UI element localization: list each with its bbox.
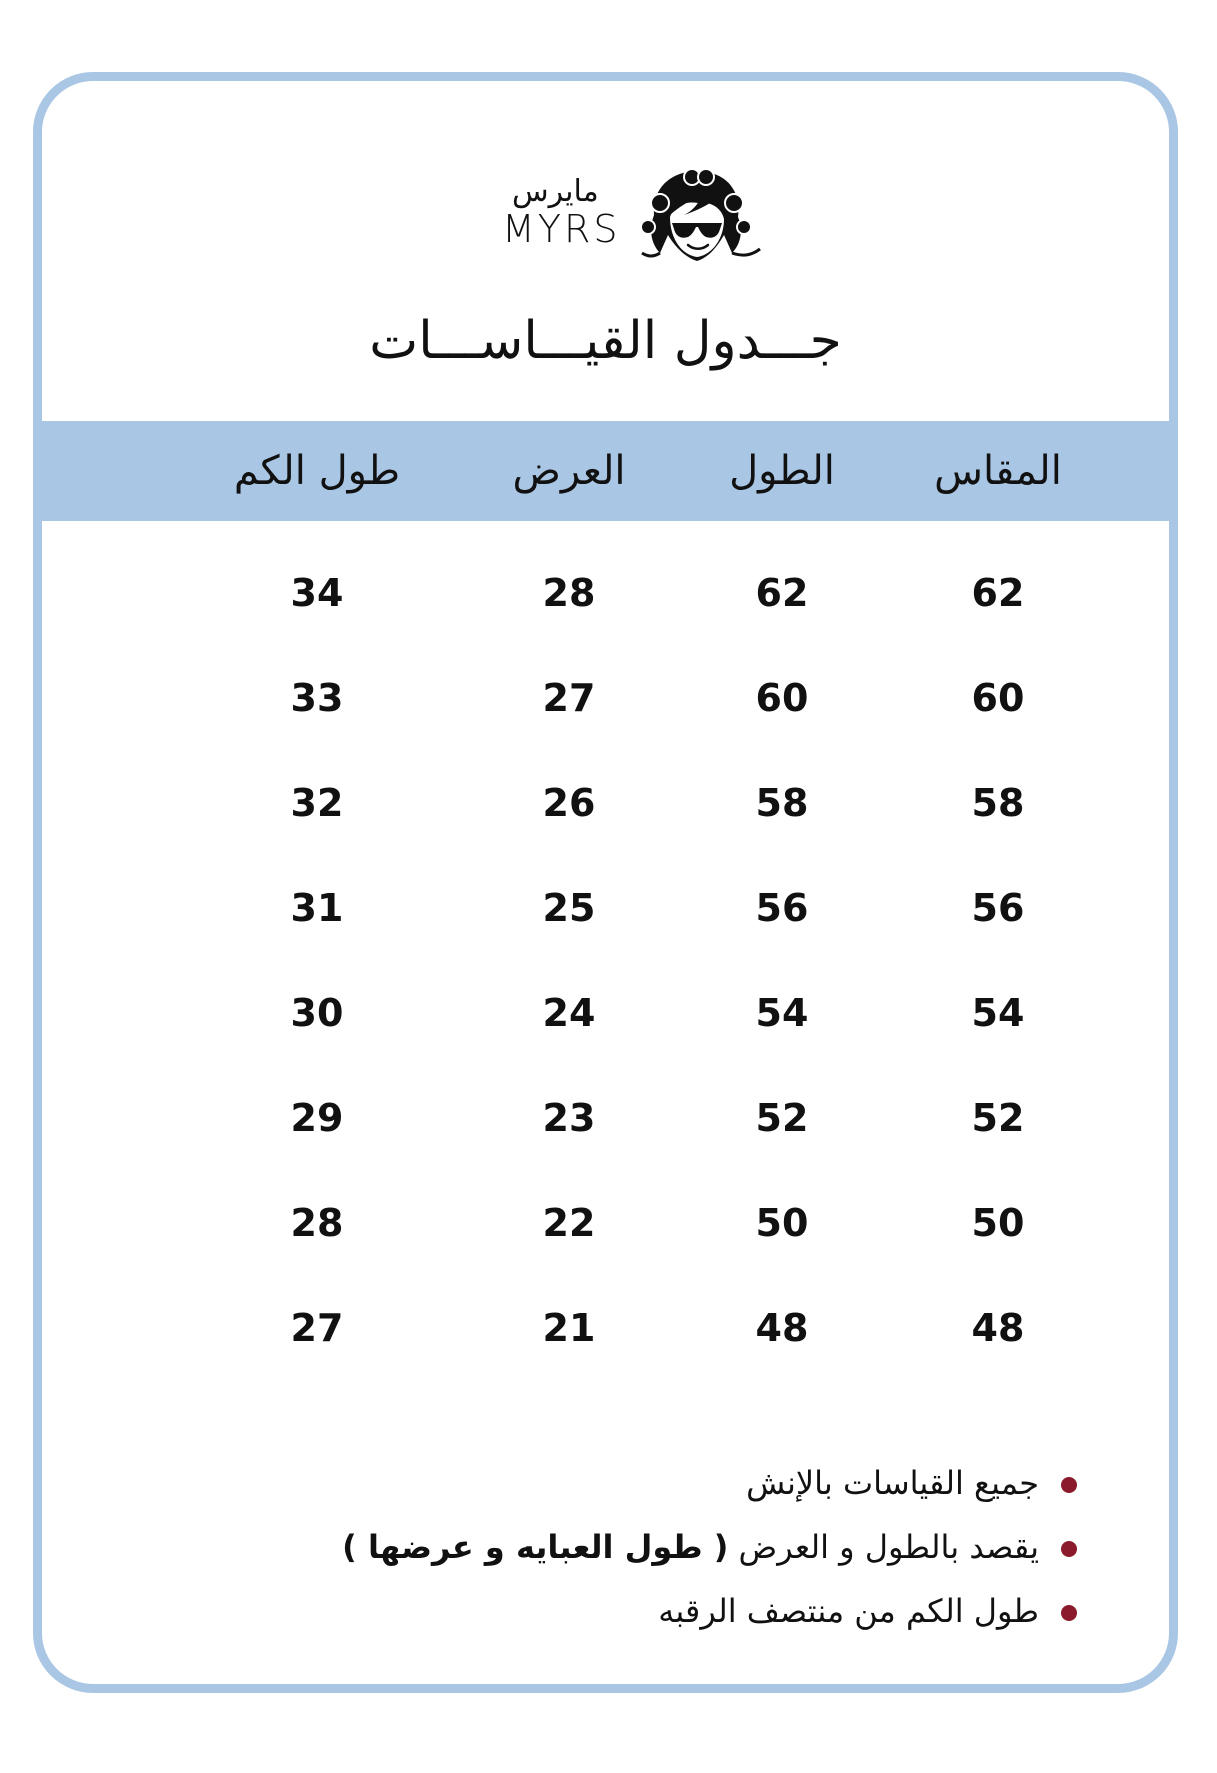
cell-sleeve: 32 — [290, 781, 344, 825]
cell-sleeve: 33 — [290, 676, 344, 720]
table-row — [42, 646, 1169, 751]
cell-size: 58 — [971, 781, 1025, 825]
table-row — [42, 1066, 1169, 1171]
logo-english: MYRS — [502, 207, 621, 251]
girl-with-sunglasses-icon — [632, 165, 762, 270]
table-row — [42, 856, 1169, 961]
cell-sleeve: 29 — [290, 1096, 344, 1140]
logo-arabic: مايرس — [512, 174, 599, 209]
cell-length: 62 — [755, 571, 809, 615]
cell-size: 56 — [971, 886, 1025, 930]
table-row — [42, 751, 1169, 856]
cell-width: 26 — [542, 781, 596, 825]
cell-length: 60 — [755, 676, 809, 720]
notes-list — [177, 1451, 1077, 1643]
cell-length: 50 — [755, 1201, 809, 1245]
cell-sleeve: 30 — [290, 991, 344, 1035]
table-row — [42, 1171, 1169, 1276]
cell-length: 48 — [755, 1306, 809, 1350]
header-size: المقاس — [934, 448, 1062, 494]
cell-length: 56 — [755, 886, 809, 930]
header-length: الطول — [729, 448, 835, 494]
cell-sleeve: 28 — [290, 1201, 344, 1245]
table-row — [42, 1276, 1169, 1381]
cell-length: 52 — [755, 1096, 809, 1140]
note-dimensions-bold: ( طول العبايه و عرضها ) — [342, 1528, 729, 1566]
cell-size: 48 — [971, 1306, 1025, 1350]
note-dimensions — [177, 1515, 1077, 1579]
cell-sleeve: 34 — [290, 571, 344, 615]
size-chart-card — [33, 72, 1178, 1693]
note-units — [177, 1451, 1077, 1515]
brand-logo — [42, 165, 1169, 265]
cell-sleeve: 27 — [290, 1306, 344, 1350]
cell-width: 21 — [542, 1306, 596, 1350]
cell-width: 27 — [542, 676, 596, 720]
cell-sleeve: 31 — [290, 886, 344, 930]
header-sleeve-length: طول الكم — [233, 448, 401, 494]
note-sleeve — [177, 1579, 1077, 1643]
bullet-icon — [1061, 1477, 1077, 1493]
cell-width: 28 — [542, 571, 596, 615]
cell-size: 54 — [971, 991, 1025, 1035]
table-row — [42, 541, 1169, 646]
cell-size: 52 — [971, 1096, 1025, 1140]
cell-size: 60 — [971, 676, 1025, 720]
header-width: العرض — [512, 448, 626, 494]
logo-text — [502, 175, 642, 249]
table-row — [42, 961, 1169, 1066]
cell-length: 54 — [755, 991, 809, 1035]
cell-width: 22 — [542, 1201, 596, 1245]
note-dimensions-text: يقصد بالطول و العرض — [738, 1528, 1039, 1566]
cell-length: 58 — [755, 781, 809, 825]
cell-width: 23 — [542, 1096, 596, 1140]
bullet-icon — [1061, 1541, 1077, 1557]
page-title: جـــدول القيـــاســـات — [369, 311, 842, 371]
cell-width: 25 — [542, 886, 596, 930]
table-header — [42, 421, 1169, 521]
note-sleeve-text: طول الكم من منتصف الرقبه — [658, 1592, 1039, 1630]
cell-size: 62 — [971, 571, 1025, 615]
cell-width: 24 — [542, 991, 596, 1035]
bullet-icon — [1061, 1605, 1077, 1621]
note-units-text: جميع القياسات بالإنش — [746, 1464, 1039, 1502]
cell-size: 50 — [971, 1201, 1025, 1245]
